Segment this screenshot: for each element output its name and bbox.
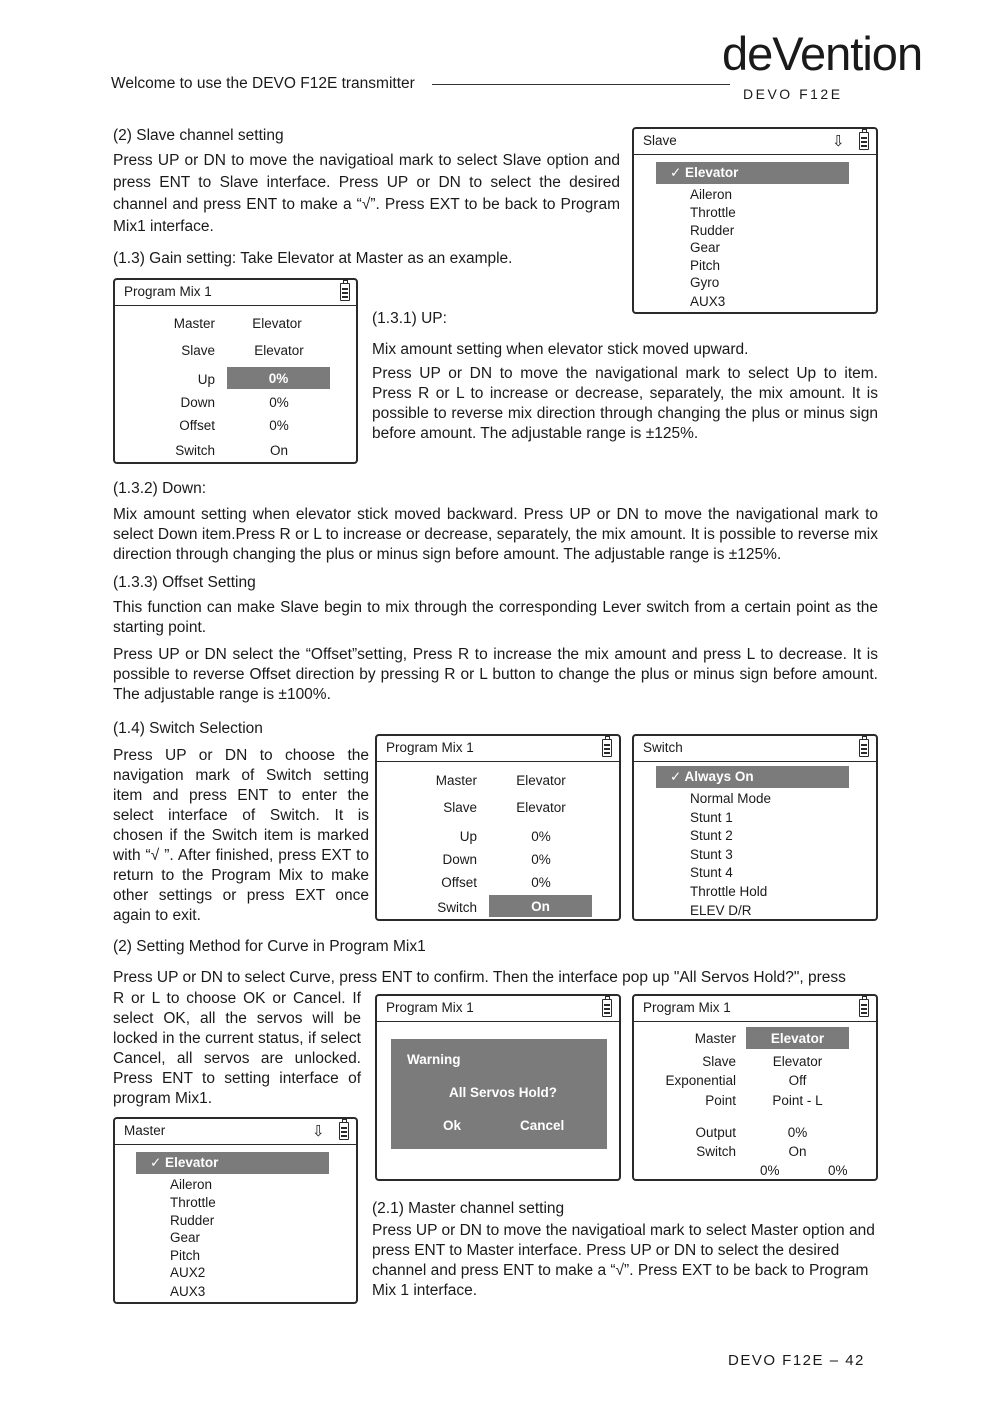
mix1-value-slave[interactable]: Elevator [254, 343, 304, 358]
battery-icon [340, 283, 350, 301]
header-welcome: Welcome to use the DEVO F12E transmitter [111, 75, 415, 92]
mix3-value-point[interactable]: Point - L [772, 1093, 823, 1108]
down-arrow-icon: ⇩ [312, 1123, 325, 1140]
mix2-value-slave[interactable]: Elevator [516, 800, 566, 815]
mix1-label-slave: Slave [181, 343, 215, 358]
mix1-value-up[interactable]: 0% [227, 367, 330, 389]
master-section-body: Press UP or DN to move the navigatioal mark to select Master option and press ENT to Master interface. Press UP or DN to select the desired channel and press ENT to make a “√”. Press EXT to be back to Program Mix 1 interface. [372, 1222, 875, 1299]
mix1-title: Program Mix 1 [124, 284, 212, 299]
mix3-bottom-left-value: 0% [760, 1163, 780, 1178]
page-footer: DEVO F12E – 42 [728, 1352, 865, 1369]
warning-heading: Warning [407, 1052, 461, 1067]
switch-screen-title: Switch [643, 740, 683, 755]
battery-icon [339, 1122, 349, 1140]
mix1-value-down[interactable]: 0% [269, 395, 289, 410]
master-screen-titlebar [115, 1119, 356, 1145]
mix3-label-point: Point [705, 1093, 736, 1108]
switch-list-item[interactable]: Stunt 3 [690, 847, 733, 862]
master-list-item[interactable]: Throttle [170, 1195, 216, 1210]
mix2-value-offset[interactable]: 0% [531, 875, 551, 890]
mix2-label-switch: Switch [437, 900, 477, 915]
curve-section-line1: Press UP or DN to select Curve, press ENT to confirm. Then the interface pop up "All Servos Hold?", press [113, 969, 846, 986]
switch-list-item[interactable]: Normal Mode [690, 791, 772, 806]
mix2-value-up[interactable]: 0% [531, 829, 551, 844]
mix3-bottom-right-value: 0% [828, 1163, 848, 1178]
slave-list-item[interactable]: Pitch [690, 258, 721, 273]
switch-list-item[interactable]: Stunt 1 [690, 810, 733, 825]
mix3-value-output[interactable]: 0% [787, 1125, 808, 1140]
battery-icon [859, 739, 869, 757]
master-list-item[interactable]: Aileron [170, 1177, 213, 1192]
master-list-item[interactable]: Pitch [170, 1248, 201, 1263]
slave-list-item[interactable]: Gyro [690, 275, 720, 290]
switch-list-item[interactable]: ELEV D/R [690, 903, 752, 918]
ok-button[interactable]: Ok [443, 1118, 462, 1133]
mix3-label-output: Output [695, 1125, 736, 1140]
mix2-label-down: Down [442, 852, 477, 867]
mix1-label-down: Down [180, 395, 215, 410]
battery-icon [602, 739, 612, 757]
switch-screen [632, 734, 878, 921]
gain-section-title: (1.3) Gain setting: Take Elevator at Master as an example. [113, 250, 513, 267]
switch-list-item[interactable]: Stunt 4 [690, 865, 733, 880]
mix3-titlebar [634, 996, 876, 1022]
warning-question: All Servos Hold? [449, 1085, 558, 1100]
switch-selected-item[interactable]: ✓ Always On [656, 766, 849, 788]
mix2-value-down[interactable]: 0% [531, 852, 551, 867]
mix3-title: Program Mix 1 [643, 1000, 731, 1015]
mix3-value-master[interactable]: Elevator [746, 1027, 849, 1049]
slave-section-body: Press UP or DN to move the navigatioal mark to select Slave option and press ENT to Slave interface. Press UP or DN to select the desired channel and press ENT to make a “√”. Press EXT to be back to Program Mix1 interface. [113, 152, 620, 235]
master-screen-title: Master [124, 1123, 166, 1138]
slave-list-item[interactable]: AUX3 [690, 294, 726, 309]
master-list-item[interactable]: AUX3 [170, 1284, 206, 1299]
up-section-line1: Mix amount setting when elevator stick moved upward. [372, 341, 749, 358]
program-mix-screen-curve [632, 994, 878, 1181]
mix2-label-master: Master [435, 773, 477, 788]
slave-screen-titlebar [634, 129, 876, 155]
switch-section-body: Press UP or DN to choose the navigation mark of Switch setting item and press ENT to enter the select interface of Switch. It is chosen if the Switch item is marked with “√ ”. After finished, press EXT to return to the Program Mix to make other settings or press EXT once again to exit. [113, 747, 369, 924]
battery-icon [859, 999, 869, 1017]
master-section-title: (2.1) Master channel setting [372, 1200, 565, 1217]
mix3-label-exponential: Exponential [665, 1073, 736, 1088]
mix2-label-offset: Offset [441, 875, 477, 890]
slave-list-item[interactable]: Aileron [690, 187, 733, 202]
slave-section-title: (2) Slave channel setting [113, 127, 284, 144]
program-mix-screen-switch [375, 734, 621, 921]
mix1-label-up: Up [197, 372, 215, 387]
master-list-item[interactable]: Rudder [170, 1213, 215, 1228]
mix1-label-switch: Switch [175, 443, 215, 458]
mix3-label-switch: Switch [696, 1144, 736, 1159]
slave-screen [632, 127, 878, 314]
slave-list-item[interactable]: Gear [690, 240, 721, 255]
battery-icon [602, 999, 612, 1017]
warning-screen-titlebar [377, 996, 619, 1022]
up-section-title: (1.3.1) UP: [372, 310, 447, 327]
switch-list-item[interactable]: Stunt 2 [690, 828, 733, 843]
down-section-body: Mix amount setting when elevator stick moved backward. Press UP or DN to move the navigational mark to select Down item.Press R or L to increase or decrease, separately, the mix amount. It is possible to reverse mix direction through changing the plus or minus sign before amount. The adjustable range is ±125%. [113, 506, 878, 563]
down-arrow-icon: ⇩ [832, 133, 845, 150]
mix1-label-master: Master [173, 316, 215, 331]
offset-section-title: (1.3.3) Offset Setting [113, 574, 256, 591]
master-screen [113, 1117, 358, 1304]
down-section-title: (1.3.2) Down: [113, 480, 207, 497]
curve-section-body: R or L to choose OK or Cancel. If select OK, all the servos will be locked in the current status, if select Cancel, all servos are unlocked. Press ENT to setting interface of program Mix1. [113, 990, 361, 1107]
battery-icon [859, 132, 869, 150]
brand-model: DEVO F12E [743, 86, 843, 102]
mix1-value-switch[interactable]: On [269, 443, 288, 458]
mix2-label-slave: Slave [443, 800, 477, 815]
mix1-titlebar [115, 280, 356, 306]
mix3-label-slave: Slave [702, 1054, 736, 1069]
mix1-value-master[interactable]: Elevator [252, 316, 302, 331]
cancel-button[interactable]: Cancel [520, 1118, 565, 1133]
slave-list-item[interactable]: Rudder [690, 223, 735, 238]
mix2-title: Program Mix 1 [386, 740, 474, 755]
mix2-titlebar [377, 736, 619, 762]
master-list-item[interactable]: Gear [170, 1230, 201, 1245]
mix3-value-switch[interactable]: On [788, 1144, 807, 1159]
up-section-body: Press UP or DN to move the navigational mark to select Up to item. Press R or L to increase or decrease, separately, the mix amount. It is possible to reverse mix direction through changing the plus or minus sign before amount. The adjustable range is ±125%. [372, 365, 878, 442]
mix2-value-master[interactable]: Elevator [516, 773, 566, 788]
mix2-value-switch[interactable]: On [489, 895, 592, 917]
slave-list-item[interactable]: Throttle [690, 205, 736, 220]
switch-screen-titlebar [634, 736, 876, 762]
slave-selected-item[interactable]: ✓ Elevator [656, 162, 849, 184]
offset-section-body1: This function can make Slave begin to mix through the corresponding Lever switch from a certain point as the starting point. [113, 599, 878, 636]
brand-logo: deVention [722, 27, 923, 80]
offset-section-body2: Press UP or DN select the “Offset”setting, Press R to increase the mix amount and press L to decrease. It is possible to reverse Offset direction by pressing R or L button to change the plus or minus sign before amount. The adjustable range is ±100%. [113, 646, 878, 703]
master-selected-item[interactable]: ✓ Elevator [136, 1152, 329, 1174]
switch-list-item[interactable]: Throttle Hold [690, 884, 768, 899]
mix1-value-offset[interactable]: 0% [269, 418, 289, 433]
warning-screen-title: Program Mix 1 [386, 1000, 474, 1015]
warning-dialog [391, 1039, 607, 1149]
mix3-value-slave[interactable]: Elevator [772, 1054, 823, 1069]
program-mix-screen-gain [113, 278, 358, 464]
master-list-item[interactable]: AUX2 [170, 1265, 206, 1280]
slave-screen-title: Slave [643, 133, 677, 148]
warning-screen [375, 994, 621, 1181]
mix1-label-offset: Offset [179, 418, 215, 433]
mix3-value-exponential[interactable]: Off [788, 1073, 807, 1088]
switch-section-title: (1.4) Switch Selection [113, 720, 263, 737]
mix2-label-up: Up [459, 829, 477, 844]
header-rule [432, 84, 730, 85]
mix3-label-master: Master [694, 1031, 736, 1046]
curve-section-title: (2) Setting Method for Curve in Program Mix1 [113, 938, 426, 955]
